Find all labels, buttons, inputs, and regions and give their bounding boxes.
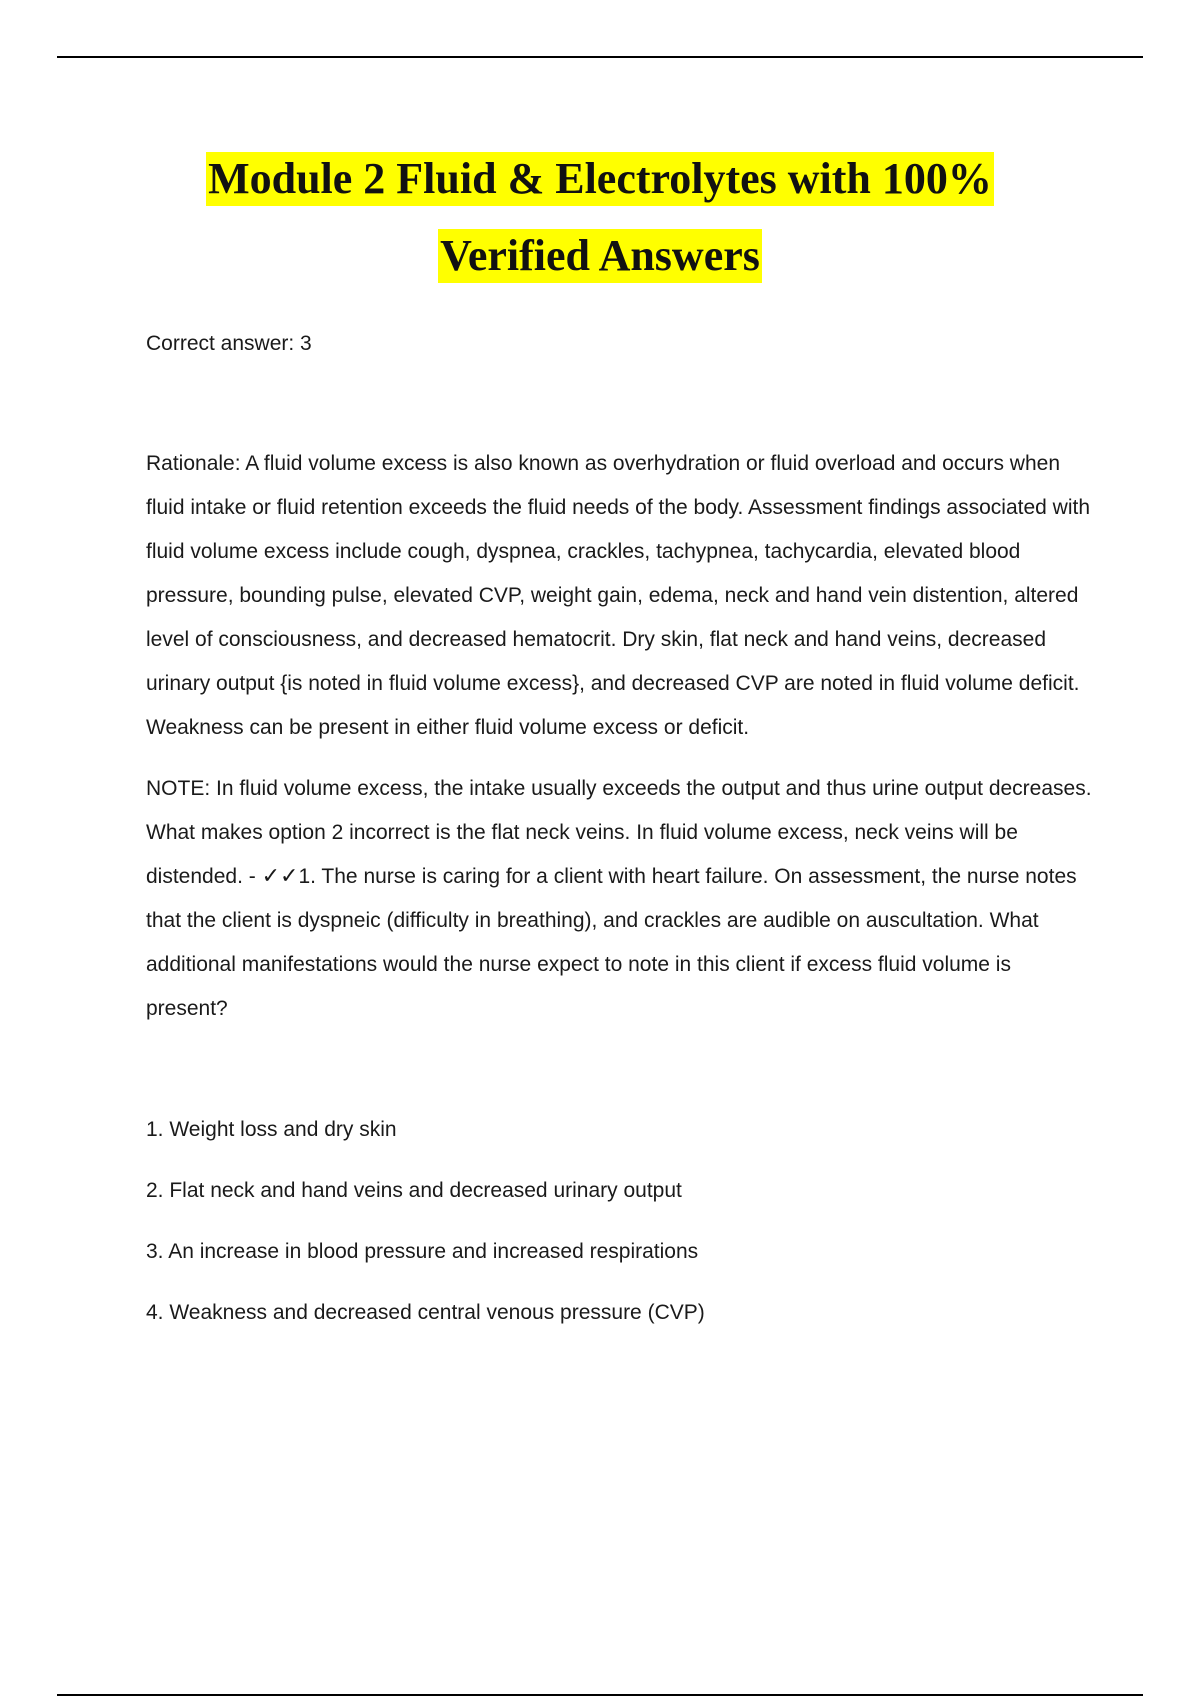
- footer-rule: [57, 1694, 1143, 1696]
- document-body: [146, 322, 1096, 1352]
- rationale-paragraph: Rationale: A fluid volume excess is also known as overhydration or fluid overload and occurs when fluid intake or fluid retention exceeds the fluid needs of the body. Assessment findings associated with fluid volume excess include cough, dyspnea, crackles, tachypnea, tachycardia, elevated blood pressure, bounding pulse, elevated CVP, weight gain, edema, neck and hand vein distention, altered level of consciousness, and decreased hematocrit. Dry skin, flat neck and hand veins, decreased urinary output {is noted in fluid volume excess}, and decreased CVP are noted in fluid volume deficit. Weakness can be present in either fluid volume excess or deficit.: [146, 452, 1091, 739]
- answer-options: [146, 1108, 1096, 1335]
- note-text-part1: NOTE: In fluid volume excess, the intake usually exceeds the output and thus urine output decreases. What makes option 2 incorrect is the flat neck veins. In fluid volume excess, neck veins will be distended. -: [146, 777, 1092, 888]
- note-paragraph: [146, 767, 1096, 1031]
- correct-answer: Correct answer: 3: [146, 332, 312, 355]
- checkmark-icon: ✓✓: [261, 864, 299, 889]
- question-text: 1. The nurse is caring for a client with heart failure. On assessment, the nurse notes that the client is dyspneic (difficulty in breathing), and crackles are audible on auscultation. What additional manifestations would the nurse expect to note in this client if excess fluid volume is present?: [146, 865, 1077, 1020]
- header-rule: [57, 56, 1143, 58]
- document-title: [0, 140, 1200, 294]
- title-line-1: Module 2 Fluid & Electrolytes with 100%: [206, 152, 994, 206]
- option-2: 2. Flat neck and hand veins and decreased urinary output: [146, 1179, 682, 1202]
- option-4: 4. Weakness and decreased central venous pressure (CVP): [146, 1301, 705, 1324]
- title-line-2: Verified Answers: [438, 229, 762, 283]
- option-1: 1. Weight loss and dry skin: [146, 1118, 397, 1141]
- option-3: 3. An increase in blood pressure and increased respirations: [146, 1240, 699, 1263]
